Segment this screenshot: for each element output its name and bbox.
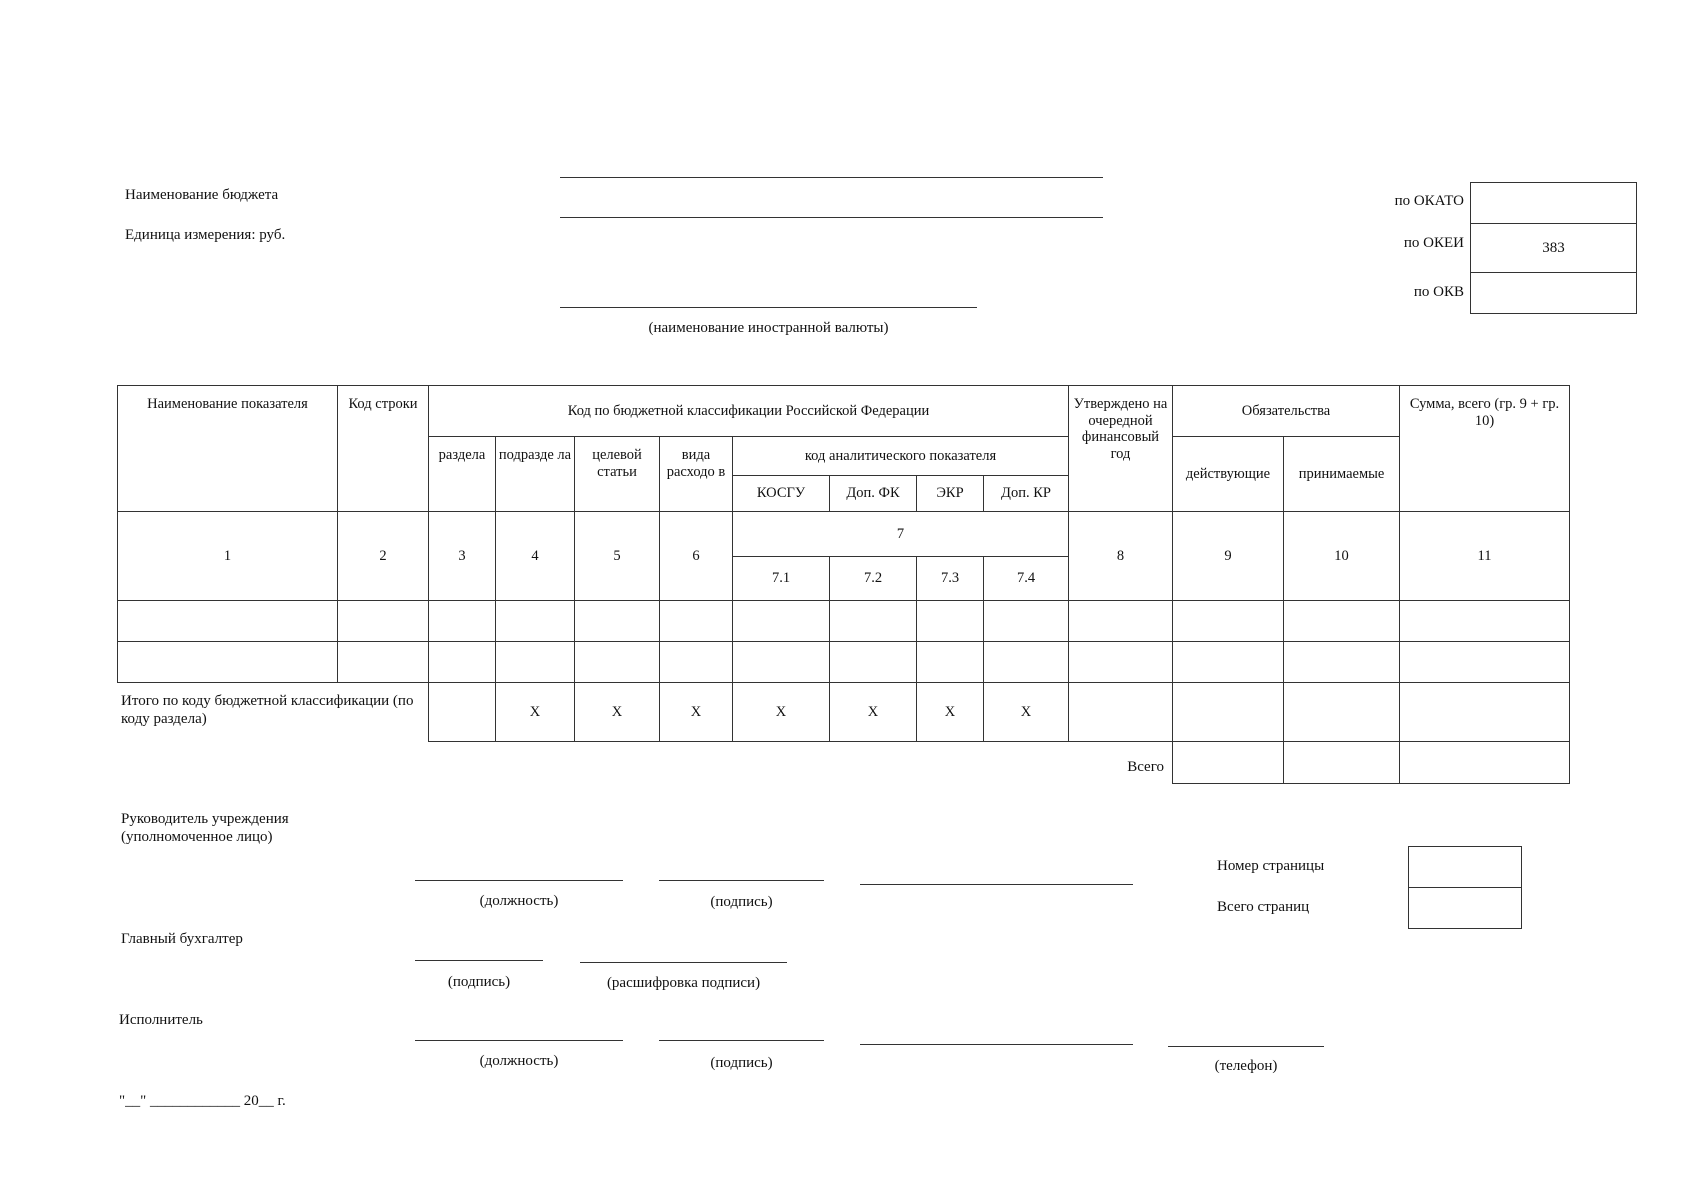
total-sum-cell[interactable] <box>1399 682 1570 742</box>
num-2: 2 <box>337 511 429 601</box>
table-cell[interactable] <box>1172 641 1284 683</box>
x-mark: X <box>829 682 917 742</box>
accountant-signature-caption: (подпись) <box>447 974 511 990</box>
okv-field[interactable] <box>1470 272 1637 314</box>
col-accepted-header: принимаемые <box>1283 436 1400 512</box>
head-label: Руководитель учреждения (уполномоченное лицо) <box>121 811 289 845</box>
total-accepted-cell[interactable] <box>1283 682 1400 742</box>
head-signature-caption: (подпись) <box>710 894 773 910</box>
x-mark: X <box>732 682 830 742</box>
okei-label: по ОКЕИ <box>1403 235 1464 251</box>
total-row-label: Итого по коду бюджетной классификации (по коду раздела) <box>121 693 414 727</box>
num-7-2: 7.2 <box>829 556 917 601</box>
executor-position-line[interactable] <box>415 1040 623 1041</box>
num-8: 8 <box>1068 511 1173 601</box>
chief-accountant-label: Главный бухгалтер <box>121 931 243 947</box>
executor-label: Исполнитель <box>119 1012 203 1028</box>
grand-total-label: Всего <box>1127 759 1164 775</box>
table-cell[interactable] <box>1283 641 1400 683</box>
col-expense-type-header: вида расходо в <box>659 436 733 512</box>
col-dop-kr-header: Доп. КР <box>983 475 1069 512</box>
col-approved-header: Утверждено на очередной финансовый год <box>1068 385 1173 512</box>
executor-position-caption: (должность) <box>479 1053 559 1069</box>
table-cell[interactable] <box>574 641 660 683</box>
head-position-line[interactable] <box>415 880 623 881</box>
table-cell[interactable] <box>1068 600 1173 642</box>
grand-total-accepted-cell[interactable] <box>1283 741 1400 784</box>
table-cell[interactable] <box>732 600 830 642</box>
table-cell[interactable] <box>495 641 575 683</box>
accountant-decoding-line[interactable] <box>580 962 787 963</box>
table-cell[interactable] <box>117 600 338 642</box>
num-11: 11 <box>1399 511 1570 601</box>
budget-name-line-1[interactable] <box>560 177 1103 178</box>
col-current-header: действующие <box>1172 436 1284 512</box>
table-cell[interactable] <box>659 600 733 642</box>
executor-decoding-line[interactable] <box>860 1044 1133 1045</box>
accountant-signature-line[interactable] <box>415 960 543 961</box>
okei-field[interactable]: 383 <box>1470 223 1637 273</box>
executor-phone-line[interactable] <box>1168 1046 1324 1047</box>
budget-name-line-2[interactable] <box>560 217 1103 218</box>
col-analytic-group-header: код аналитического показателя <box>732 436 1069 476</box>
grand-total-current-cell[interactable] <box>1172 741 1284 784</box>
num-4: 4 <box>495 511 575 601</box>
table-cell[interactable] <box>1283 600 1400 642</box>
foreign-currency-caption: (наименование иностранной валюты) <box>648 320 889 336</box>
col-target-header: целевой статьи <box>574 436 660 512</box>
table-cell[interactable] <box>1399 600 1570 642</box>
col-row-code-header: Код строки <box>337 385 429 512</box>
col-subsection-header: подразде ла <box>495 436 575 512</box>
col-obligations-header: Обязательства <box>1172 385 1400 437</box>
executor-signature-caption: (подпись) <box>710 1055 773 1071</box>
table-cell[interactable] <box>1172 600 1284 642</box>
date-line[interactable]: "__" ____________ 20__ г. <box>119 1093 286 1109</box>
num-6: 6 <box>659 511 733 601</box>
x-mark: X <box>574 682 660 742</box>
num-7-1: 7.1 <box>732 556 830 601</box>
table-cell[interactable] <box>983 600 1069 642</box>
page-number-field[interactable] <box>1408 846 1522 888</box>
table-cell[interactable] <box>428 641 496 683</box>
total-section-cell[interactable] <box>428 682 496 742</box>
col-bk-group-header: Код по бюджетной классификации Российской Федерации <box>428 385 1069 437</box>
head-decoding-line[interactable] <box>860 884 1133 885</box>
table-cell[interactable] <box>829 641 917 683</box>
total-pages-field[interactable] <box>1408 887 1522 929</box>
table-cell[interactable] <box>983 641 1069 683</box>
okv-label: по ОКВ <box>1413 284 1464 300</box>
accountant-decoding-caption: (расшифровка подписи) <box>606 975 761 991</box>
page-number-label: Номер страницы <box>1217 858 1325 874</box>
table-cell[interactable] <box>1399 641 1570 683</box>
total-current-cell[interactable] <box>1172 682 1284 742</box>
budget-name-label: Наименование бюджета <box>125 187 279 203</box>
num-7-3: 7.3 <box>916 556 984 601</box>
table-cell[interactable] <box>916 600 984 642</box>
table-cell[interactable] <box>337 600 429 642</box>
table-cell[interactable] <box>337 641 429 683</box>
col-dop-fk-header: Доп. ФК <box>829 475 917 512</box>
okato-label: по ОКАТО <box>1394 193 1464 209</box>
executor-phone-caption: (телефон) <box>1214 1058 1278 1074</box>
head-position-caption: (должность) <box>479 893 559 909</box>
x-mark: X <box>495 682 575 742</box>
x-mark: X <box>659 682 733 742</box>
table-cell[interactable] <box>732 641 830 683</box>
grand-total-sum-cell[interactable] <box>1399 741 1570 784</box>
num-7: 7 <box>732 511 1069 557</box>
table-cell[interactable] <box>829 600 917 642</box>
num-5: 5 <box>574 511 660 601</box>
executor-signature-line[interactable] <box>659 1040 824 1041</box>
head-signature-line[interactable] <box>659 880 824 881</box>
unit-label: Единица измерения: руб. <box>125 227 286 243</box>
table-cell[interactable] <box>916 641 984 683</box>
table-cell[interactable] <box>495 600 575 642</box>
table-cell[interactable] <box>1068 641 1173 683</box>
table-cell[interactable] <box>117 641 338 683</box>
foreign-currency-line[interactable] <box>560 307 977 308</box>
col-total-header: Сумма, всего (гр. 9 + гр. 10) <box>1399 385 1570 512</box>
table-cell[interactable] <box>659 641 733 683</box>
table-cell[interactable] <box>428 600 496 642</box>
col-section-header: раздела <box>428 436 496 512</box>
num-1: 1 <box>117 511 338 601</box>
total-approved-cell[interactable] <box>1068 682 1173 742</box>
table-cell[interactable] <box>574 600 660 642</box>
col-indicator-header: Наименование показателя <box>117 385 338 512</box>
num-10: 10 <box>1283 511 1400 601</box>
num-9: 9 <box>1172 511 1284 601</box>
x-mark: X <box>983 682 1069 742</box>
col-kosgu-header: КОСГУ <box>732 475 830 512</box>
total-pages-label: Всего страниц <box>1217 899 1310 915</box>
num-3: 3 <box>428 511 496 601</box>
x-mark: X <box>916 682 984 742</box>
col-ekr-header: ЭКР <box>916 475 984 512</box>
num-7-4: 7.4 <box>983 556 1069 601</box>
okato-field[interactable] <box>1470 182 1637 224</box>
